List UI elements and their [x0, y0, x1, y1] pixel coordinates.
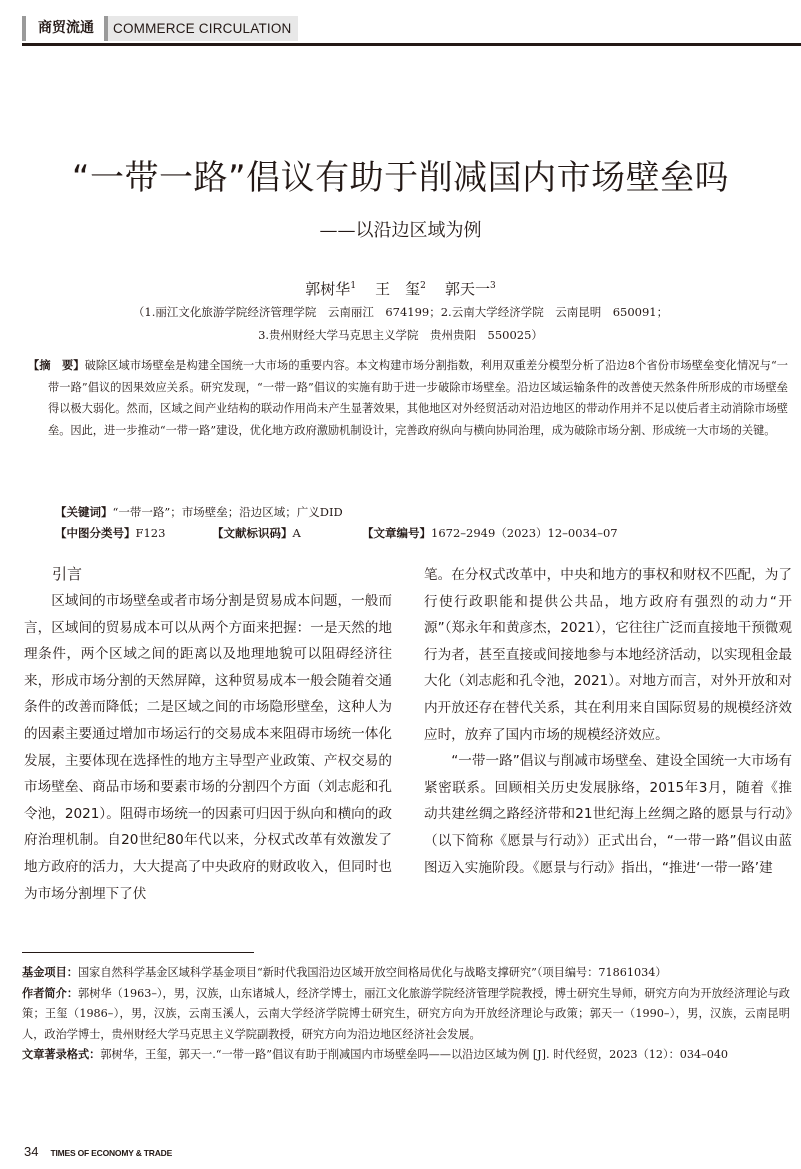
author-list: [0, 278, 801, 299]
footnotes: [22, 963, 790, 1066]
doc-code-value: A: [292, 526, 301, 540]
footnote-rule: [22, 952, 254, 953]
author-bio-note: [22, 984, 790, 1046]
section-heading: 引言: [52, 565, 83, 583]
body-column-right: [424, 562, 792, 881]
page-number: 34: [24, 1144, 39, 1159]
section-header: [22, 16, 298, 41]
fund-label: 基金项目：: [22, 966, 78, 979]
article-subtitle: ——以沿边区域为例: [319, 220, 482, 241]
author-affil-mark: 2: [420, 281, 426, 291]
page-footer: [24, 1144, 172, 1159]
citation-text: 郭树华，王玺，郭天一.“一带一路”倡议有助于削减国内市场壁垒吗——以沿边区域为例 [J]. 时代经贸，2023（12）：034–040: [100, 1048, 729, 1061]
keywords-label: 【关键词】: [55, 505, 113, 519]
bio-text: 郭树华（1963–），男，汉族，山东诸城人，经济学博士，丽江文化旅游学院经济管理学院教授，博士研究生导师，研究方向为开放经济理论与政策；王玺（1986–），男，汉族，云南玉溪人，云南大学经济学院博士研究生，研究方向为开放经济理论与政策；郭天一（1990–），男，汉族，云南昆明人，政治学博士，贵州财经大学马克思主义学院副教授，研究方向为沿边地区经济社会发展。: [22, 986, 790, 1041]
body-column-left: [24, 562, 392, 907]
article-no-value: 1672–2949（2023）12–0034–07: [431, 526, 618, 540]
fund-note: [22, 963, 790, 984]
author-name: 王 玺: [375, 280, 421, 298]
author-affil-mark: 3: [489, 281, 496, 291]
fund-text: 国家自然科学基金区域科学基金项目“新时代我国沿边区域开放空间格局优化与战略支撑研究”（项目编号：71861034）: [77, 966, 667, 979]
affiliation-line: （1.丽江文化旅游学院经济管理学院 云南丽江 674199；2.云南大学经济学院 云南昆明 650091；: [132, 305, 669, 319]
article-no-label: 【文章编号】: [362, 526, 431, 540]
body-paragraph: 笔。在分权式改革中，中央和地方的事权和财权不匹配，为了行使行政职能和提供公共品，地方政府有强烈的动力“开源”（郑永年和黄彦杰，2021），它往往广泛而直接地干预微观行为者，甚至直接或间接地参与本地经济活动，以实现租金最大化（刘志彪和孔令池，2021）。对地方而言，对外开放和对内开放还存在替代关系，其在利用来自国际贸易的规模经济效应时，放弃了国内市场的规模经济效应。: [424, 567, 792, 743]
clc-value: F123: [135, 526, 166, 540]
header-rule: [22, 43, 801, 46]
section-name-en: COMMERCE CIRCULATION: [113, 21, 292, 36]
classification-line: [55, 525, 618, 541]
bio-label: 作者简介：: [22, 986, 79, 1000]
abstract-label: 【摘 要】: [28, 359, 85, 372]
doc-code-label: 【文献标识码】: [212, 526, 293, 540]
author-name: 郭天一: [444, 280, 490, 298]
body-paragraph: “一带一路”倡议与削减市场壁垒、建设全国统一大市场有紧密联系。回顾相关历史发展脉络，2015年3月，随着《推动共建丝绸之路经济带和21世纪海上丝绸之路的愿景与行动》（以下简称《愿景与行动》）正式出台，“一带一路”倡议由蓝图迈入实施阶段。《愿景与行动》指出，“推进‘一带一路’建: [424, 753, 792, 876]
journal-name: TIMES OF ECONOMY & TRADE: [50, 1148, 173, 1158]
clc-label: 【中图分类号】: [55, 526, 136, 540]
citation-label: 文章著录格式：: [22, 1048, 101, 1061]
body-paragraph: 区域间的市场壁垒或者市场分割是贸易成本问题，一般而言，区域间的贸易成本可以从两个方面来把握：一是天然的地理条件，两个区域之间的距离以及地理地貌可以阻碍经济往来，形成市场分割的天然屏障，这种贸易成本一般会随着交通条件的改善而降低；二是区域之间的市场隐形壁垒，这种人为的因素主要通过增加市场运行的交易成本来阻碍市场统一体化发展，主要体现在选择性的地方主导型产业政策、产权交易的市场壁垒、商品市场和要素市场的分割四个方面（刘志彪和孔令池，2021）。阻碍市场统一的因素可归因于纵向和横向的政府治理机制。自20世纪80年代以来，分权式改革有效激发了地方政府的活力，大大提高了中央政府的财政收入，但同时也为市场分割埋下了伏: [24, 593, 392, 902]
section-name-en-box: [104, 16, 298, 41]
keywords: [55, 504, 343, 520]
abstract: [28, 355, 788, 441]
affiliation-line: 3.贵州财经大学马克思主义学院 贵州贵阳 550025）: [258, 328, 543, 342]
citation-note: [22, 1045, 790, 1066]
section-name-cn: 商贸流通: [38, 20, 94, 36]
keywords-text: “一带一路”；市场壁垒；沿边区域；广义DID: [112, 505, 343, 519]
author-affil-mark: 1: [350, 281, 357, 291]
abstract-text: 破除区域市场壁垒是构建全国统一大市场的重要内容。本文构建市场分割指数，利用双重差分模型分析了沿边8个省份市场壁垒变化情况与“一带一路”倡议的因果效应关系。研究发现，“一带一路”倡议的实施有助于进一步破除市场壁垒。沿边区域运输条件的改善使天然条件所形成的市场壁垒得以极大弱化。然而，区域之间产业结构的联动作用尚未产生显著效果，其他地区对外经贸活动对沿边地区的带动作用并不足以使后者主动消除市场壁垒。因此，进一步推动“一带一路”建设，优化地方政府激励机制设计，完善政府纵向与横向协同治理，成为破除市场分割、形成统一大市场的关键。: [48, 359, 788, 437]
article-title: “一带一路”倡议有助于削减国内市场壁垒吗: [71, 158, 730, 198]
author-name: 郭树华: [305, 280, 351, 298]
